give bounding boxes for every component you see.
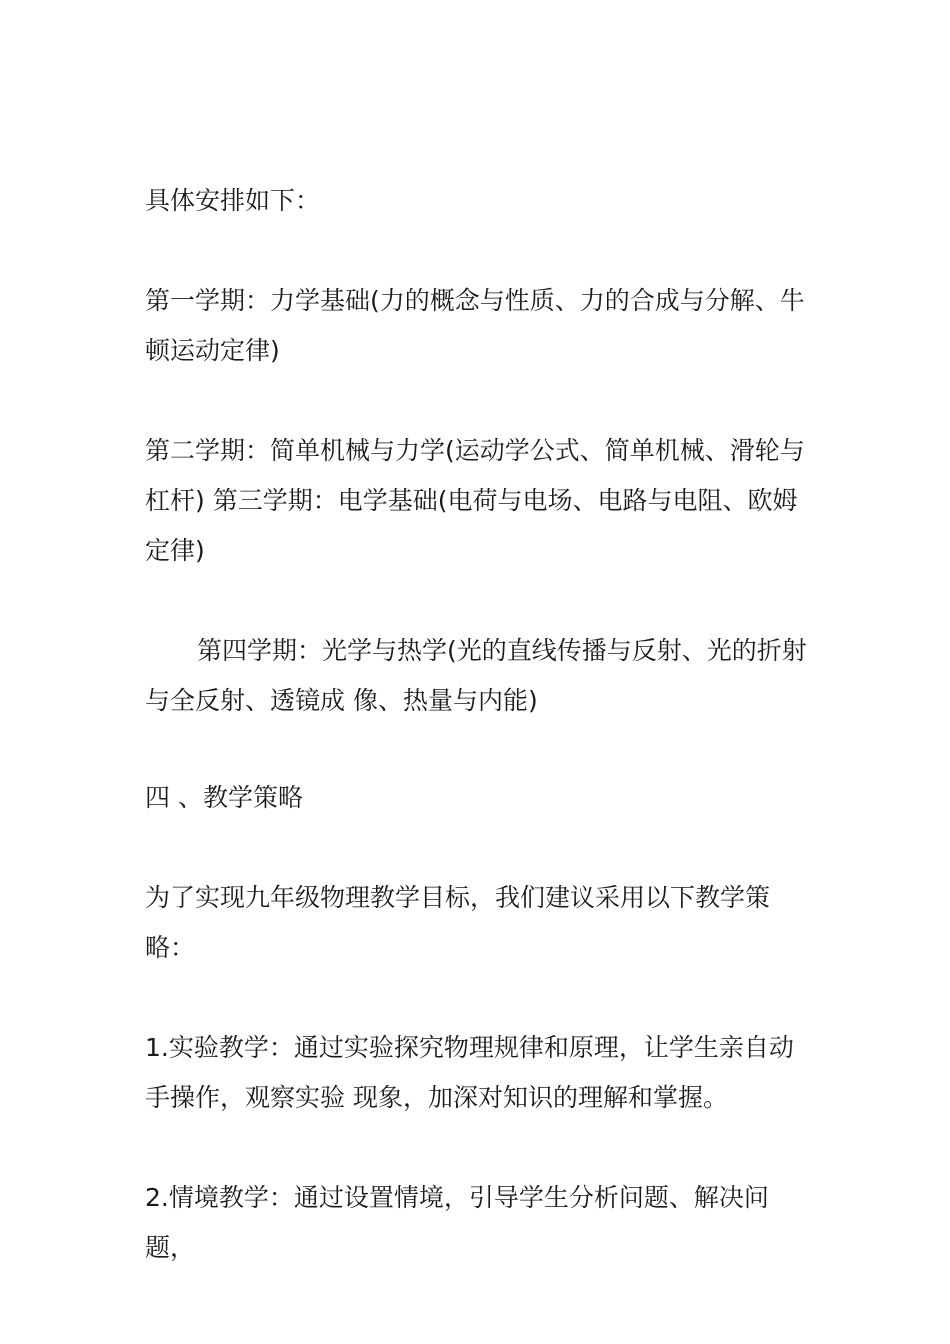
strategy-intro: 为了实现九年级物理教学目标，我们建议采用以下教学策略：: [145, 883, 771, 962]
section-heading-teaching-strategy: 四 、教学策略: [145, 783, 303, 812]
semester-2-3-text: 第二学期：简单机械与力学(运动学公式、简单机械、滑轮与杠杆) 第三学期：电学基础(电荷与电场、电路与电阻、欧姆定律): [145, 436, 805, 565]
strategy-item-situational: 2.情境教学：通过设置情境，引导学生分析问题、解决问题，: [145, 1183, 769, 1262]
semester-1-text: 第一学期：力学基础(力的概念与性质、力的合成与分解、牛顿运动定律): [145, 286, 805, 365]
schedule-intro: 具体安排如下：: [145, 186, 321, 215]
semester-4-text: 第四学期：光学与热学(光的直线传播与反射、光的折射与全反射、透镜成 像、热量与内能): [145, 636, 807, 715]
strategy-item-experiment: 1.实验教学：通过实验探究物理规律和原理，让学生亲自动手操作，观察实验 现象，加深对知识的理解和掌握。: [145, 1033, 794, 1112]
